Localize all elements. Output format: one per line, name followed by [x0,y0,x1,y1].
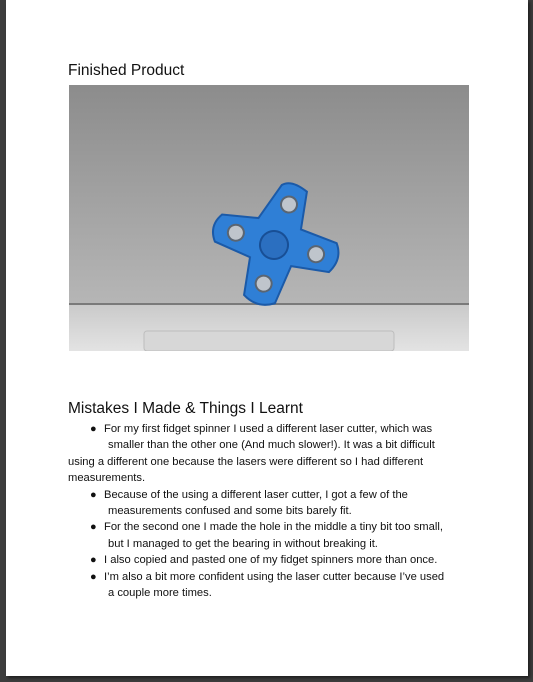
list-item-wrap: using a different one because the lasers were different so I had different [68,455,424,468]
list-item-continuation: a couple more times. [108,587,212,600]
list-item-wrap: measurements. [68,472,146,485]
list-item [68,519,478,552]
bullet-icon: ● [90,554,97,567]
fidget-spinner-image [69,85,469,351]
heading-mistakes: Mistakes I Made & Things I Learnt [68,400,303,417]
list-item-text: I also copied and pasted one of my fidget spinners more than once. [104,554,438,567]
list-item-text: For my first fidget spinner I used a different laser cutter, which was [104,423,433,435]
bullet-icon: ● [90,570,97,583]
document-page [6,0,528,676]
mistakes-list [68,421,478,601]
list-item [68,569,478,602]
bullet-icon: ● [90,423,97,435]
list-item [68,421,478,487]
finished-product-photo [69,85,469,351]
list-item [68,552,478,568]
list-item-continuation: but I managed to get the bearing in without breaking it. [108,537,378,550]
bullet-icon: ● [90,488,97,501]
list-item-text: I’m also a bit more confident using the laser cutter because I’ve used [104,570,445,583]
list-item-continuation: measurements confused and some bits barely fit. [108,505,352,518]
list-item-text: Because of the using a different laser cutter, I got a few of the [104,488,408,501]
list-item [68,487,478,520]
list-item-text: For the second one I made the hole in the middle a tiny bit too small, [104,521,443,534]
bullet-icon: ● [90,521,97,534]
heading-finished-product: Finished Product [68,62,185,79]
list-item-continuation: smaller than the other one (And much slower!). It was a bit difficult [108,439,435,452]
